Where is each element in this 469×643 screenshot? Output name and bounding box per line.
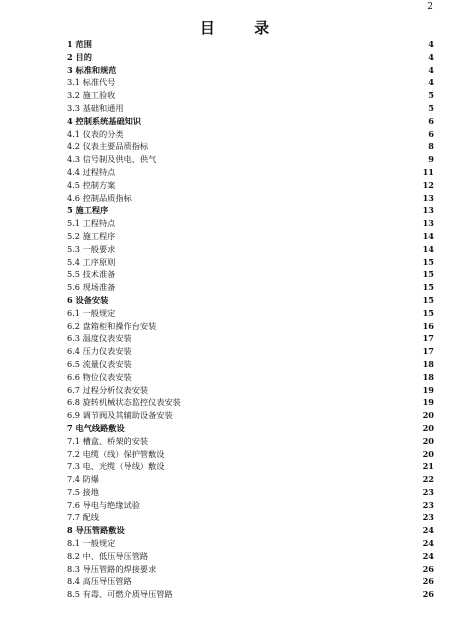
toc-entry-label: 1 范围: [67, 39, 92, 49]
toc-entry-label: 5.5 技术准备: [67, 269, 116, 280]
toc-entry-page-number: 23: [422, 486, 434, 497]
toc-entry-page-number: 18: [422, 358, 434, 369]
toc-chapter-entry[interactable]: [67, 422, 434, 435]
toc-section-entry[interactable]: [67, 588, 434, 601]
toc-entry-page-number: 4: [428, 77, 434, 88]
toc-entry-label: 6.9 调节阀及其辅助设备安装: [67, 410, 173, 421]
toc-entry-page-number: 17: [422, 346, 434, 357]
toc-entry-label: 3.3 基础和通用: [67, 102, 124, 113]
toc-entry-page-number: 20: [422, 422, 434, 433]
toc-entry-page-number: 20: [422, 448, 434, 459]
toc-entry-page-number: 6: [428, 115, 434, 126]
toc-entry-page-number: 6: [428, 128, 434, 139]
toc-section-entry[interactable]: [67, 575, 434, 588]
toc-section-entry[interactable]: [67, 230, 434, 243]
toc-section-entry[interactable]: [67, 307, 434, 320]
toc-section-entry[interactable]: [67, 345, 434, 358]
toc-entry-page-number: 14: [422, 230, 434, 241]
toc-entry-label: 6.4 压力仪表安装: [67, 346, 132, 357]
toc-entry-page-number: 15: [422, 294, 434, 305]
toc-chapter-entry[interactable]: [67, 294, 434, 307]
toc-entry-page-number: 17: [422, 333, 434, 344]
toc-section-entry[interactable]: [67, 320, 434, 333]
toc-entry-page-number: 15: [422, 307, 434, 318]
toc-entry-page-number: 22: [422, 474, 434, 485]
toc-section-entry[interactable]: [67, 281, 434, 294]
toc-section-entry[interactable]: [67, 511, 434, 524]
toc-section-entry[interactable]: [67, 217, 434, 230]
toc-entry-page-number: 13: [422, 218, 434, 229]
toc-entry-label: 5.1 工程特点: [67, 218, 116, 229]
toc-entry-label: 4.1 仪表的分类: [67, 128, 124, 139]
toc-section-entry[interactable]: [67, 179, 434, 192]
toc-entry-label: 4.3 信号制及供电、供气: [67, 154, 157, 165]
toc-entry-label: 8.2 中、低压导压管路: [67, 550, 149, 561]
toc-entry-page-number: 4: [428, 64, 434, 75]
toc-section-entry[interactable]: [67, 384, 434, 397]
toc-entry-page-number: 19: [422, 384, 434, 395]
toc-section-entry[interactable]: [67, 371, 434, 384]
toc-entry-label: 6.7 过程分析仪表安装: [67, 384, 149, 395]
toc-entry-label: 7.3 电、光缆（导线）敷设: [67, 461, 165, 472]
toc-entry-page-number: 23: [422, 499, 434, 510]
toc-entry-page-number: 13: [422, 205, 434, 216]
toc-entry-label: 7.5 接地: [67, 486, 99, 497]
toc-section-entry[interactable]: [67, 448, 434, 461]
toc-chapter-entry[interactable]: [67, 204, 434, 217]
toc-entry-label: 6.2 盘箱柜和操作台安装: [67, 320, 157, 331]
toc-entry-page-number: 12: [422, 179, 434, 190]
toc-section-entry[interactable]: [67, 358, 434, 371]
toc-section-entry[interactable]: [67, 89, 434, 102]
toc-chapter-entry[interactable]: [67, 115, 434, 128]
toc-entry-label: 2 目的: [67, 51, 92, 62]
toc-entry-page-number: 24: [422, 550, 434, 561]
page-number: 2: [427, 2, 433, 12]
toc-section-entry[interactable]: [67, 332, 434, 345]
toc-section-entry[interactable]: [67, 256, 434, 269]
toc-entry-label: 5.6 现场准备: [67, 282, 116, 293]
toc-entry-page-number: 4: [428, 39, 434, 49]
toc-section-entry[interactable]: [67, 563, 434, 576]
toc-entry-page-number: 24: [422, 538, 434, 549]
toc-entry-page-number: 5: [428, 90, 434, 101]
toc-entry-page-number: 8: [428, 141, 434, 152]
toc-entry-label: 5.3 一般要求: [67, 243, 116, 254]
toc-section-entry[interactable]: [67, 192, 434, 205]
toc-entry-page-number: 19: [422, 397, 434, 408]
toc-entry-label: 8.3 导压管路的焊接要求: [67, 563, 157, 574]
toc-entry-page-number: 5: [428, 102, 434, 113]
toc-entry-label: 6.5 流量仪表安装: [67, 358, 132, 369]
toc-entry-label: 8.4 高压导压管路: [67, 576, 132, 587]
toc-entry-page-number: 14: [422, 243, 434, 254]
toc-section-entry[interactable]: [67, 166, 434, 179]
toc-entry-label: 5 施工程序: [67, 205, 109, 216]
toc-section-entry[interactable]: [67, 550, 434, 563]
toc-entry-page-number: 4: [428, 51, 434, 62]
toc-entry-page-number: 23: [422, 512, 434, 523]
toc-chapter-entry[interactable]: [67, 51, 434, 64]
toc-entry-label: 7.7 配线: [67, 512, 99, 523]
toc-entry-label: 5.4 工序原则: [67, 256, 116, 267]
toc-entry-page-number: 20: [422, 410, 434, 421]
table-of-contents: [67, 38, 434, 601]
toc-entry-page-number: 20: [422, 435, 434, 446]
toc-section-entry[interactable]: [67, 140, 434, 153]
toc-entry-label: 7 电气线路敷设: [67, 422, 125, 433]
toc-entry-label: 8.1 一般规定: [67, 538, 116, 549]
toc-entry-page-number: 11: [422, 166, 434, 177]
toc-section-entry[interactable]: [67, 396, 434, 409]
toc-entry-page-number: 9: [428, 154, 434, 165]
toc-entry-page-number: 24: [422, 525, 434, 536]
toc-entry-page-number: 18: [422, 371, 434, 382]
toc-entry-label: 4.4 过程特点: [67, 166, 116, 177]
toc-section-entry[interactable]: [67, 128, 434, 141]
toc-section-entry[interactable]: [67, 76, 434, 89]
toc-section-entry[interactable]: [67, 243, 434, 256]
toc-entry-page-number: 26: [422, 589, 434, 600]
toc-chapter-entry[interactable]: [67, 64, 434, 77]
toc-chapter-entry[interactable]: [67, 38, 434, 51]
toc-entry-label: 6.1 一般规定: [67, 307, 116, 318]
toc-chapter-entry[interactable]: [67, 524, 434, 537]
toc-entry-label: 7.4 防爆: [67, 474, 99, 485]
toc-entry-label: 7.2 电缆（线）保护管敷设: [67, 448, 165, 459]
toc-section-entry[interactable]: [67, 460, 434, 473]
toc-entry-label: 4 控制系统基础知识: [67, 115, 142, 126]
toc-entry-page-number: 15: [422, 269, 434, 280]
toc-entry-label: 8 导压管路敷设: [67, 525, 125, 536]
toc-entry-page-number: 26: [422, 563, 434, 574]
toc-entry-page-number: 13: [422, 192, 434, 203]
toc-entry-label: 8.5 有毒、可燃介质导压管路: [67, 589, 173, 600]
toc-section-entry[interactable]: [67, 473, 434, 486]
toc-entry-page-number: 15: [422, 256, 434, 267]
toc-entry-label: 5.2 施工程序: [67, 230, 116, 241]
toc-entry-label: 7.1 槽盒、桥架的安装: [67, 435, 149, 446]
toc-section-entry[interactable]: [67, 153, 434, 166]
toc-section-entry[interactable]: [67, 102, 434, 115]
toc-entry-page-number: 26: [422, 576, 434, 587]
toc-section-entry[interactable]: [67, 537, 434, 550]
toc-entry-label: 6.6 物位仪表安装: [67, 371, 132, 382]
toc-section-entry[interactable]: [67, 435, 434, 448]
toc-entry-label: 6.3 温度仪表安装: [67, 333, 132, 344]
toc-section-entry[interactable]: [67, 268, 434, 281]
toc-section-entry[interactable]: [67, 409, 434, 422]
toc-entry-label: 6 设备安装: [67, 294, 109, 305]
toc-entry-page-number: 15: [422, 282, 434, 293]
toc-entry-label: 4.5 控制方案: [67, 179, 116, 190]
toc-entry-label: 3 标准和规范: [67, 64, 117, 75]
toc-entry-page-number: 16: [422, 320, 434, 331]
toc-entry-label: 7.6 导电与绝缘试验: [67, 499, 140, 510]
toc-section-entry[interactable]: [67, 499, 434, 512]
toc-section-entry[interactable]: [67, 486, 434, 499]
toc-entry-label: 3.2 施工验收: [67, 90, 116, 101]
toc-entry-label: 6.8 旋转机械状态监控仪表安装: [67, 397, 181, 408]
toc-entry-label: 4.2 仪表主要品质指标: [67, 141, 149, 152]
page-title: 目 录: [199, 19, 287, 37]
toc-entry-page-number: 21: [422, 461, 434, 472]
toc-entry-label: 4.6 控制品质指标: [67, 192, 132, 203]
toc-entry-label: 3.1 标准代号: [67, 77, 116, 88]
